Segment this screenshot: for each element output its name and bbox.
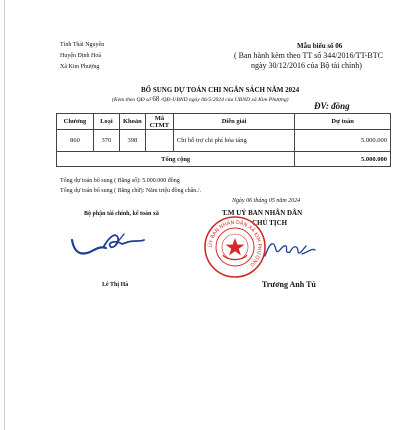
cell-du-toan: 5.000.000 [295, 130, 391, 152]
header-ma-ctmt: Mã CTMT [145, 114, 173, 130]
province-label: Tỉnh Thái Nguyên [60, 42, 105, 48]
subtitle-prefix: (Kèm theo QĐ số [112, 97, 151, 103]
total-label: Tổng cộng [57, 152, 295, 167]
table-header-row [57, 114, 391, 130]
total-in-words: Tổng dự toán bổ sung ( Bằng chữ): Năm triệu đồng chẵn./. [60, 188, 201, 194]
right-signatory-role: CHỦ TỊCH [252, 219, 288, 227]
total-in-numbers: Tổng dự toán bổ sung ( Bằng số): 5.000.000 đồng [60, 178, 180, 184]
left-signatory-role: Bộ phận tài chính, kế toán xã [84, 211, 159, 217]
cell-dien-giai: Chi hỗ trợ chi phí hỏa táng [173, 130, 294, 152]
header-chuong: Chương [57, 114, 94, 130]
table-row [57, 130, 391, 152]
table-total-row [57, 152, 391, 167]
issuance-line-1: ( Ban hành kèm theo TT số 344/2016/TT-BTC [234, 51, 383, 60]
cell-ma-ctmt [145, 130, 173, 152]
budget-table [56, 113, 391, 167]
left-signature [66, 226, 148, 268]
cell-chuong: 860 [57, 130, 94, 152]
document-title: BỔ SUNG DỰ TOÁN CHI NGÂN SÁCH NĂM 2024 [141, 86, 300, 94]
header-khoan: Khoản [119, 114, 145, 130]
issuance-line-2: ngày 30/12/2016 của Bộ tài chính) [251, 61, 362, 70]
district-label: Huyện Định Hoá [60, 53, 101, 59]
subtitle-suffix: /QĐ-UBND ngày 06/5/2024 của UBND xã Kim Phượng) [160, 97, 289, 103]
seal-star-icon [226, 238, 245, 255]
right-signatory-org: T.M UỶ BAN NHÂN DÂN [222, 209, 303, 217]
cell-loai: 370 [93, 130, 119, 152]
left-signatory-name: Lê Thị Hà [102, 282, 129, 288]
decision-number: 68 [152, 95, 160, 103]
header-dien-giai: Diễn giải [173, 114, 294, 130]
right-signature [262, 234, 318, 262]
right-signatory-name: Trương Anh Tú [262, 280, 316, 289]
total-value: 5.000.000 [295, 152, 391, 167]
official-seal [203, 215, 267, 279]
form-number: Mẫu biểu số 06 [297, 42, 343, 50]
seal-ring-text: ỦY BAN NHÂN DÂN XÃ KIM PHƯỢNG [207, 219, 263, 268]
header-du-toan: Dự toán [295, 114, 391, 130]
cell-khoan: 398 [119, 130, 145, 152]
header-loai: Loại [93, 114, 119, 130]
signing-date: Ngày 06 tháng 05 năm 2024 [232, 198, 301, 204]
currency-unit: ĐV: đồng [314, 101, 350, 111]
commune-label: Xã Kim Phượng [60, 64, 100, 70]
document-subtitle [112, 95, 289, 103]
